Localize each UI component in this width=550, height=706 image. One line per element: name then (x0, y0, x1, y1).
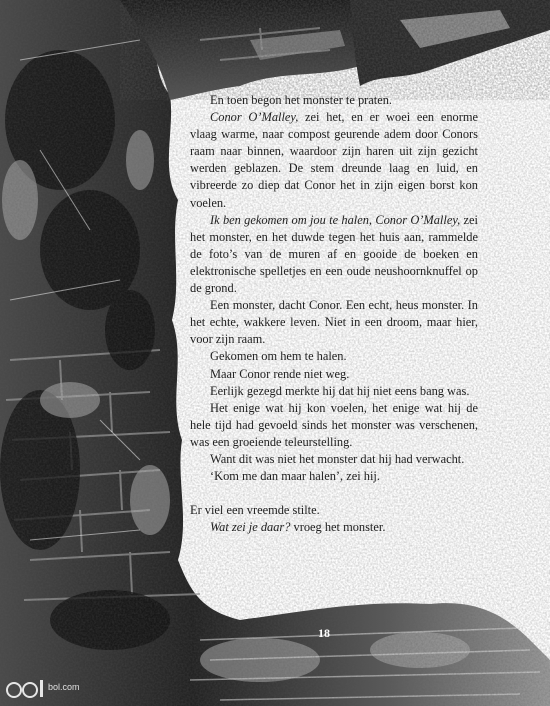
bol-logo-icon (4, 674, 48, 702)
paragraph-2: Conor O’Malley, zei het, en er woei een enorme vlaag warme, naar compost geurende adem door Conors raam naar binnen, waardoor zijn haren uit zijn gezicht werden geblazen. De stem dreunde laag en luid, en vibreerde zo diep dat Conor het in zijn eigen borst kon voelen. (190, 110, 478, 210)
paragraph-4: Een monster, dacht Conor. Een echt, heus monster. In het echte, wakkere leven. Niet in een droom, maar hier, voor zijn raam. (190, 298, 478, 347)
paragraph-3: Ik ben gekomen om jou te halen, Conor O’Malley, zei het monster, en het duwde tegen het huis aan, rammelde de foto’s van de muren af en gooide de boeken en elektronische spelletjes en een oude neushoornknuffel op de grond. (190, 212, 478, 296)
paragraph-7: Eerlijk gezegd merkte hij dat hij niet eens bang was. (210, 383, 470, 398)
watermark-text: bol.com (48, 682, 80, 692)
paragraph-5: Gekomen om hem te halen. (210, 349, 347, 364)
page-number: 18 (318, 626, 330, 640)
story-text (190, 92, 478, 536)
paragraph-10: ‘Kom me dan maar halen’, zei hij. (210, 469, 380, 484)
paragraph-8: Het enige wat hij kon voelen, het enige wat hij de hele tijd had gevoeld sinds het monster was verschenen, was een groeiende teleurstelling. (190, 400, 478, 449)
paragraph-11: Er viel een vreemde stilte. (190, 503, 320, 518)
paragraph-1: En toen begon het monster te praten. (210, 93, 393, 107)
paragraph-12: Wat zei je daar? vroeg het monster. (210, 520, 386, 535)
paragraph-6: Maar Conor rende niet weg. (210, 366, 350, 381)
paragraph-9: Want dit was niet het monster dat hij had verwacht. (210, 451, 465, 466)
